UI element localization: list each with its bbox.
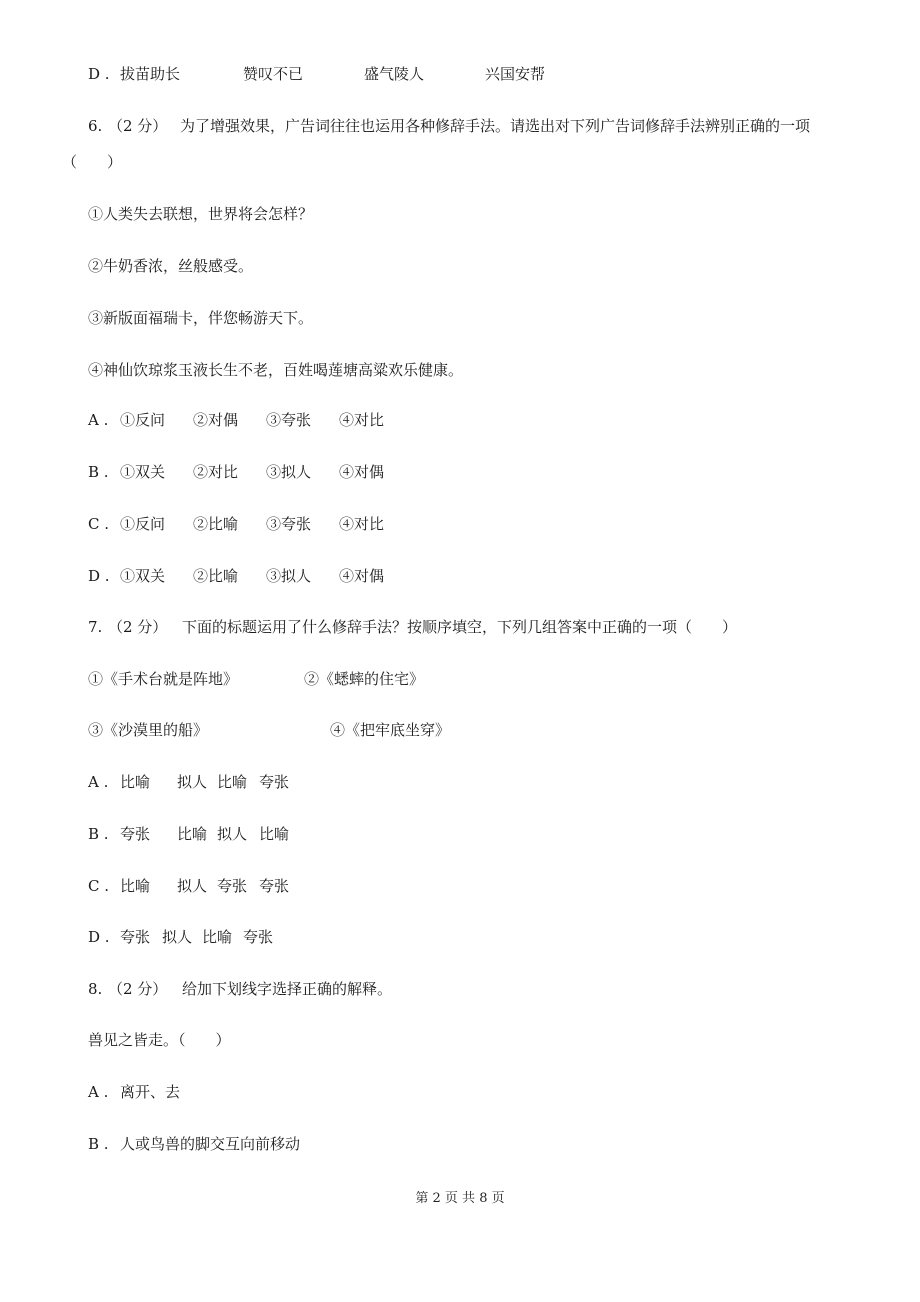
question-score: （2 分） (108, 980, 168, 998)
option-part-2: ②比喻 (193, 567, 239, 585)
option-part-4: ④对比 (339, 411, 385, 429)
option-part-1: 夸张 (120, 928, 151, 946)
question-score: （2 分） (108, 117, 168, 135)
option-part-3: 比喻 (202, 928, 233, 946)
option-part-3: 夸张 (217, 877, 248, 895)
option-word-3: 盛气陵人 (364, 65, 425, 83)
q6-item-3: ③新版面福瑞卡，伴您畅游天下。 (88, 309, 314, 327)
q8-sentence: 兽见之皆走。（ ） (88, 1031, 231, 1049)
option-part-4: 夸张 (259, 773, 290, 791)
option-part-2: ②比喻 (193, 515, 239, 533)
question-score: （2 分） (108, 618, 168, 636)
option-part-2: 拟人 (162, 928, 193, 946)
question-stem: 下面的标题运用了什么修辞手法？按顺序填空，下列几组答案中正确的一项（ ） (182, 618, 738, 636)
option-part-1: ①反问 (120, 515, 166, 533)
q6-item-1: ①人类失去联想，世界将会怎样？ (88, 205, 314, 223)
q7-title-4: ④《把牢底坐穿》 (330, 721, 451, 739)
option-part-4: ④对偶 (339, 463, 385, 481)
option-label: D . (88, 65, 110, 83)
q6-stem-answer-blank: （ ） (62, 153, 123, 171)
question-stem: 为了增强效果，广告词往往也运用各种修辞手法。请选出对下列广告词修辞手法辨别正确的一项 (180, 117, 811, 135)
option-part-2: 比喻 (177, 825, 208, 843)
option-label: A . (88, 773, 109, 791)
option-label: D . (88, 928, 110, 946)
option-label: A . (88, 1083, 109, 1101)
option-label: D . (88, 567, 110, 585)
option-part-4: 夸张 (243, 928, 274, 946)
question-number: 8. (88, 980, 103, 998)
option-part-2: 拟人 (177, 773, 208, 791)
option-part-4: 夸张 (259, 877, 290, 895)
option-part-2: 拟人 (177, 877, 208, 895)
option-part-3: ③拟人 (266, 463, 312, 481)
option-label: B . (88, 825, 109, 843)
option-word-2: 赞叹不已 (243, 65, 304, 83)
option-part-1: ①双关 (120, 567, 166, 585)
q7-title-2: ②《蟋蟀的住宅》 (304, 670, 425, 688)
option-word-4: 兴国安帮 (485, 65, 546, 83)
option-part-1: 比喻 (120, 773, 151, 791)
q6-item-2: ②牛奶香浓，丝般感受。 (88, 257, 254, 275)
option-part-3: 拟人 (217, 825, 248, 843)
option-part-3: ③夸张 (266, 411, 312, 429)
option-part-1: ①双关 (120, 463, 166, 481)
option-part-3: ③拟人 (266, 567, 312, 585)
option-text: 离开、去 (120, 1083, 181, 1101)
q7-title-1: ①《手术台就是阵地》 (88, 670, 239, 688)
option-part-3: ③夸张 (266, 515, 312, 533)
option-part-1: ①反问 (120, 411, 166, 429)
option-label: C . (88, 515, 110, 533)
question-stem: 给加下划线字选择正确的解释。 (182, 980, 393, 998)
page-footer: 第 2 页 共 8 页 (415, 1191, 505, 1206)
option-label: A . (88, 411, 109, 429)
option-part-1: 比喻 (120, 877, 151, 895)
option-part-2: ②对偶 (193, 411, 239, 429)
option-label: B . (88, 463, 109, 481)
option-text: 人或鸟兽的脚交互向前移动 (120, 1135, 301, 1153)
option-part-3: 比喻 (217, 773, 248, 791)
option-part-4: ④对比 (339, 515, 385, 533)
option-label: C . (88, 877, 110, 895)
option-part-2: ②对比 (193, 463, 239, 481)
q6-item-4: ④神仙饮琼浆玉液长生不老，百姓喝莲塘高粱欢乐健康。 (88, 361, 464, 379)
option-part-4: ④对偶 (339, 567, 385, 585)
option-part-1: 夸张 (120, 825, 151, 843)
option-label: B . (88, 1135, 109, 1153)
question-number: 6. (88, 117, 103, 135)
option-part-4: 比喻 (259, 825, 290, 843)
question-number: 7. (88, 618, 103, 636)
q7-title-3: ③《沙漠里的船》 (88, 721, 209, 739)
option-word-1: 拔苗助长 (120, 65, 181, 83)
